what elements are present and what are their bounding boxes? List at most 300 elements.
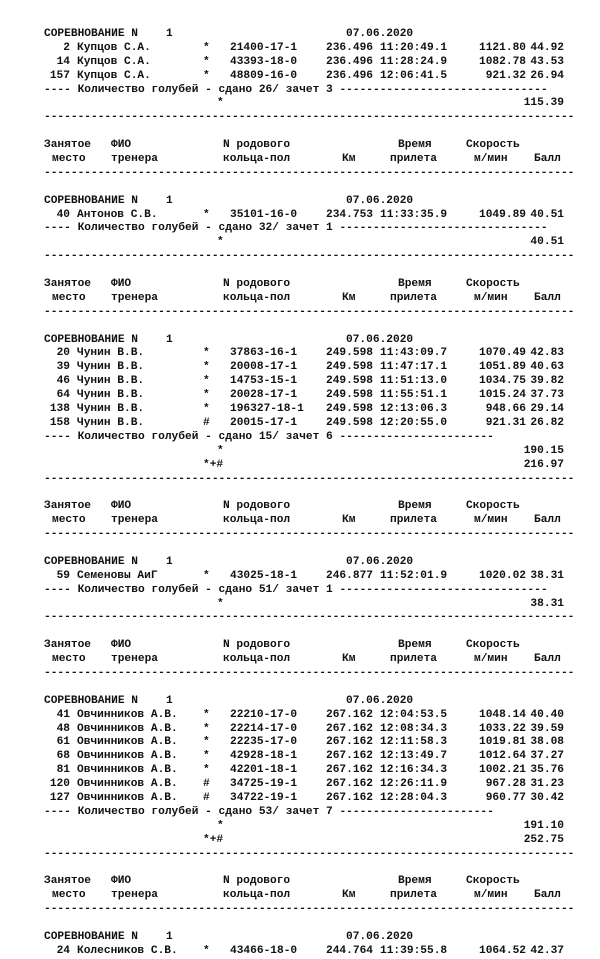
speed: 1049.89	[479, 208, 526, 221]
spacer	[0, 917, 600, 931]
result-row	[0, 750, 600, 764]
total-star-row	[0, 820, 600, 834]
separator-line	[0, 250, 600, 264]
column-header-place: Занятое	[44, 639, 91, 652]
mark: *	[203, 55, 210, 68]
arrival-time: 12:20:55.0	[380, 416, 448, 429]
competition-title-row	[0, 695, 600, 709]
competition-number: 1	[166, 930, 173, 943]
column-header-score: Балл	[534, 514, 561, 527]
speed: 960.77	[485, 791, 526, 804]
mark: *	[203, 69, 210, 82]
star-plus-hash-marker: *+#	[203, 458, 224, 471]
competition-label: СОРЕВНОВАНИЕ N	[44, 28, 138, 40]
competition-title-row	[0, 28, 600, 42]
ring-number: 43025-18-1	[230, 569, 298, 582]
column-header-km: Км	[342, 291, 356, 304]
star-marker: *	[217, 444, 224, 457]
result-row	[0, 709, 600, 723]
result-row	[0, 209, 600, 223]
score: 38.31	[530, 569, 564, 582]
summary-prefix: ---- Количество голубей - сдано	[44, 805, 253, 818]
column-header-ring: N родового	[223, 278, 291, 291]
mark: #	[203, 778, 210, 791]
summary-dashes: -----------------------	[339, 430, 494, 443]
summary-dashes: -------------------------------	[339, 583, 548, 596]
separator-dashes: -------------------------------------------------------------------------------	[44, 847, 575, 860]
trainer-name: Чунин В.В.	[77, 416, 145, 429]
mark: *	[203, 375, 210, 388]
distance-km: 249.598	[326, 375, 373, 388]
column-header-ring: кольца-пол	[223, 889, 291, 902]
ring-number: 20008-17-1	[230, 361, 298, 374]
score: 43.53	[530, 55, 564, 68]
competition-label: СОРЕВНОВАНИЕ N	[44, 333, 138, 346]
distance-km: 267.162	[326, 722, 373, 735]
arrival-time: 11:47:17.1	[380, 361, 448, 374]
distance-km: 236.496	[326, 41, 373, 54]
column-header-time: прилета	[390, 291, 437, 304]
star-plus-hash-marker: *+#	[203, 833, 224, 846]
place: 48	[56, 722, 70, 735]
competition-title-row	[0, 195, 600, 209]
column-header-row-2	[0, 292, 600, 306]
ring-number: 34722-19-1	[230, 791, 298, 804]
result-row	[0, 389, 600, 403]
speed: 1034.75	[479, 375, 526, 388]
column-header-speed: м/мин	[474, 153, 508, 166]
ring-number: 34725-19-1	[230, 778, 298, 791]
column-header-speed: Скорость	[466, 875, 520, 888]
result-row	[0, 945, 600, 959]
result-row	[0, 570, 600, 584]
score: 39.59	[530, 722, 564, 735]
score: 42.37	[530, 944, 564, 957]
ring-number: 20015-17-1	[230, 416, 298, 429]
column-header-ring: кольца-пол	[223, 153, 291, 166]
competition-date: 07.06.2020	[346, 555, 414, 568]
result-row	[0, 736, 600, 750]
total-star: 115.39	[523, 97, 564, 110]
star-marker: *	[217, 97, 224, 110]
speed: 1033.22	[479, 722, 526, 735]
column-header-speed: Скорость	[466, 500, 520, 513]
trainer-name: Семеновы АиГ	[77, 569, 158, 582]
ring-number: 35101-16-0	[230, 208, 298, 221]
competition-label: СОРЕВНОВАНИЕ N	[44, 555, 138, 568]
place: 64	[56, 389, 70, 402]
distance-km: 249.598	[326, 361, 373, 374]
summary-mid: / зачет	[272, 222, 320, 235]
column-header-time: Время	[398, 875, 432, 888]
distance-km: 249.598	[326, 403, 373, 416]
separator-line	[0, 611, 600, 625]
mark: *	[203, 347, 210, 360]
place: 158	[49, 416, 70, 429]
column-header-time: прилета	[390, 514, 437, 527]
score: 37.73	[530, 389, 564, 402]
trainer-name: Антонов С.В.	[77, 208, 158, 221]
distance-km: 236.496	[326, 55, 373, 68]
ring-number: 14753-15-1	[230, 375, 298, 388]
spacer	[0, 320, 600, 334]
result-row	[0, 42, 600, 56]
star-marker: *	[217, 236, 224, 249]
result-row	[0, 778, 600, 792]
separator-line	[0, 903, 600, 917]
column-header-row-1	[0, 639, 600, 653]
column-header-speed: м/мин	[474, 291, 508, 304]
speed: 921.32	[485, 69, 526, 82]
summary-text	[44, 431, 494, 445]
mark: *	[203, 708, 210, 721]
score: 37.27	[530, 750, 564, 763]
distance-km: 236.496	[326, 69, 373, 82]
trainer-name: Чунин В.В.	[77, 375, 145, 388]
column-header-trainer: ФИО	[111, 500, 132, 513]
column-header-time: прилета	[390, 653, 437, 666]
ring-number: 21400-17-1	[230, 41, 298, 54]
summary-text	[44, 806, 494, 820]
ring-number: 196327-18-1	[230, 403, 304, 416]
spacer	[0, 542, 600, 556]
total-star-row	[0, 598, 600, 612]
speed: 1121.80	[479, 41, 526, 54]
spacer	[0, 681, 600, 695]
speed: 1002.21	[479, 764, 526, 777]
total-star: 40.51	[530, 236, 564, 249]
ring-number: 43466-18-0	[230, 944, 298, 957]
submitted-count: 53	[252, 805, 273, 818]
arrival-time: 12:26:11.9	[380, 778, 448, 791]
arrival-time: 11:52:01.9	[380, 569, 448, 582]
result-row	[0, 403, 600, 417]
arrival-time: 11:51:13.0	[380, 375, 448, 388]
separator-dashes: -------------------------------------------------------------------------------	[44, 472, 575, 485]
score: 38.08	[530, 736, 564, 749]
place: 41	[56, 708, 70, 721]
column-header-km: Км	[342, 653, 356, 666]
column-header-place: место	[52, 514, 86, 527]
summary-mid: / зачет	[272, 805, 320, 818]
arrival-time: 11:39:55.8	[380, 944, 448, 957]
credited-count: 7	[319, 805, 340, 818]
column-header-place: место	[52, 153, 86, 166]
spacer	[0, 486, 600, 500]
score: 31.23	[530, 778, 564, 791]
column-header-place: Занятое	[44, 139, 91, 152]
mark: *	[203, 361, 210, 374]
mark: #	[203, 791, 210, 804]
distance-km: 246.877	[326, 569, 373, 582]
speed: 921.31	[485, 416, 526, 429]
speed: 967.28	[485, 778, 526, 791]
separator-dashes: -------------------------------------------------------------------------------	[44, 666, 575, 679]
credited-count: 6	[319, 430, 340, 443]
column-header-place: место	[52, 889, 86, 902]
score: 42.83	[530, 347, 564, 360]
arrival-time: 12:13:49.7	[380, 750, 448, 763]
place: 2	[63, 41, 70, 54]
column-header-ring: кольца-пол	[223, 653, 291, 666]
score: 29.14	[530, 403, 564, 416]
separator-dashes: -------------------------------------------------------------------------------	[44, 305, 575, 318]
summary-text	[44, 84, 548, 98]
spacer	[0, 625, 600, 639]
separator-line	[0, 848, 600, 862]
competition-number: 1	[166, 28, 173, 40]
summary-dashes: -------------------------------	[339, 83, 548, 96]
trainer-name: Овчинников А.В.	[77, 791, 178, 804]
score: 40.40	[530, 708, 564, 721]
competition-date: 07.06.2020	[346, 194, 414, 207]
arrival-time: 12:13:06.3	[380, 403, 448, 416]
score: 30.42	[530, 791, 564, 804]
competition-date: 07.06.2020	[346, 930, 414, 943]
speed: 1048.14	[479, 708, 526, 721]
column-header-ring: N родового	[223, 139, 291, 152]
place: 46	[56, 375, 70, 388]
total-star-row	[0, 445, 600, 459]
summary-mid: / зачет	[272, 583, 320, 596]
column-header-score: Балл	[534, 653, 561, 666]
competition-number: 1	[166, 555, 173, 568]
competition-number: 1	[166, 694, 173, 707]
column-header-score: Балл	[534, 889, 561, 902]
star-marker: *	[217, 597, 224, 610]
trainer-name: Овчинников А.В.	[77, 778, 178, 791]
summary-dashes: -------------------------------	[339, 222, 548, 235]
separator-dashes: -------------------------------------------------------------------------------	[44, 903, 575, 916]
column-header-time: прилета	[390, 889, 437, 902]
column-header-row-2	[0, 889, 600, 903]
place: 40	[56, 208, 70, 221]
arrival-time: 11:55:51.1	[380, 389, 448, 402]
separator-dashes: -------------------------------------------------------------------------------	[44, 528, 575, 541]
column-header-row-2	[0, 514, 600, 528]
arrival-time: 12:06:41.5	[380, 69, 448, 82]
speed: 1019.81	[479, 736, 526, 749]
place: 24	[56, 944, 70, 957]
competition-title-row	[0, 931, 600, 945]
column-header-trainer: ФИО	[111, 875, 132, 888]
distance-km: 267.162	[326, 708, 373, 721]
arrival-time: 12:08:34.3	[380, 722, 448, 735]
column-header-trainer: ФИО	[111, 278, 132, 291]
results-report	[0, 28, 600, 959]
score: 26.82	[530, 416, 564, 429]
column-header-ring: кольца-пол	[223, 291, 291, 304]
place: 39	[56, 361, 70, 374]
total-star-plus: 252.75	[523, 833, 564, 846]
separator-line	[0, 528, 600, 542]
result-row	[0, 70, 600, 84]
trainer-name: Колесников С.В.	[77, 944, 178, 957]
total-star-plus-row	[0, 459, 600, 473]
separator-line	[0, 473, 600, 487]
distance-km: 249.598	[326, 347, 373, 360]
competition-number: 1	[166, 194, 173, 207]
distance-km: 234.753	[326, 208, 373, 221]
column-header-speed: м/мин	[474, 889, 508, 902]
ring-number: 43393-18-0	[230, 55, 298, 68]
summary-row	[0, 222, 600, 236]
place: 138	[49, 403, 70, 416]
column-header-score: Балл	[534, 153, 561, 166]
place: 14	[56, 55, 70, 68]
column-header-place: Занятое	[44, 875, 91, 888]
separator-dashes: -------------------------------------------------------------------------------	[44, 611, 575, 624]
column-header-row-1	[0, 139, 600, 153]
column-header-km: Км	[342, 153, 356, 166]
score: 40.63	[530, 361, 564, 374]
speed: 1020.02	[479, 569, 526, 582]
mark: *	[203, 736, 210, 749]
result-row	[0, 347, 600, 361]
result-row	[0, 792, 600, 806]
summary-prefix: ---- Количество голубей - сдано	[44, 222, 253, 235]
score: 44.92	[530, 41, 564, 54]
result-row	[0, 361, 600, 375]
score: 35.76	[530, 764, 564, 777]
credited-count: 1	[319, 583, 340, 596]
trainer-name: Купцов С.А.	[77, 69, 151, 82]
competition-label: СОРЕВНОВАНИЕ N	[44, 930, 138, 943]
column-header-time: Время	[398, 139, 432, 152]
ring-number: 48809-16-0	[230, 69, 298, 82]
ring-number: 22235-17-0	[230, 736, 298, 749]
mark: *	[203, 208, 210, 221]
column-header-row-1	[0, 500, 600, 514]
mark: *	[203, 944, 210, 957]
competition-title-row	[0, 556, 600, 570]
mark: *	[203, 722, 210, 735]
result-row	[0, 56, 600, 70]
column-header-trainer: тренера	[111, 291, 158, 304]
score: 40.51	[530, 208, 564, 221]
speed: 1015.24	[479, 389, 526, 402]
trainer-name: Овчинников А.В.	[77, 722, 178, 735]
ring-number: 22214-17-0	[230, 722, 298, 735]
summary-dashes: -----------------------	[339, 805, 494, 818]
distance-km: 267.162	[326, 736, 373, 749]
separator-line	[0, 167, 600, 181]
total-star: 38.31	[530, 597, 564, 610]
arrival-time: 12:11:58.3	[380, 736, 448, 749]
column-header-row-2	[0, 153, 600, 167]
column-header-place: место	[52, 291, 86, 304]
total-star: 191.10	[523, 819, 564, 832]
place: 61	[56, 736, 70, 749]
place: 81	[56, 764, 70, 777]
column-header-trainer: ФИО	[111, 639, 132, 652]
spacer	[0, 264, 600, 278]
submitted-count: 15	[252, 430, 273, 443]
column-header-speed: м/мин	[474, 514, 508, 527]
total-star-plus: 216.97	[523, 458, 564, 471]
total-star-plus-row	[0, 834, 600, 848]
column-header-speed: Скорость	[466, 139, 520, 152]
column-header-trainer: тренера	[111, 514, 158, 527]
summary-text	[44, 222, 548, 236]
score: 39.82	[530, 375, 564, 388]
trainer-name: Чунин В.В.	[77, 403, 145, 416]
column-header-speed: Скорость	[466, 278, 520, 291]
distance-km: 267.162	[326, 778, 373, 791]
trainer-name: Овчинников А.В.	[77, 750, 178, 763]
column-header-time: Время	[398, 639, 432, 652]
competition-date: 07.06.2020	[346, 28, 414, 40]
distance-km: 249.598	[326, 389, 373, 402]
total-star-row	[0, 236, 600, 250]
place: 20	[56, 347, 70, 360]
column-header-ring: кольца-пол	[223, 514, 291, 527]
ring-number: 22210-17-0	[230, 708, 298, 721]
speed: 1082.78	[479, 55, 526, 68]
summary-row	[0, 806, 600, 820]
separator-line	[0, 111, 600, 125]
competition-label: СОРЕВНОВАНИЕ N	[44, 694, 138, 707]
ring-number: 37863-16-1	[230, 347, 298, 360]
place: 68	[56, 750, 70, 763]
column-header-row-1	[0, 875, 600, 889]
submitted-count: 32	[252, 222, 273, 235]
result-row	[0, 723, 600, 737]
distance-km: 249.598	[326, 416, 373, 429]
summary-mid: / зачет	[272, 430, 320, 443]
trainer-name: Овчинников А.В.	[77, 708, 178, 721]
arrival-time: 11:28:24.9	[380, 55, 448, 68]
column-header-ring: N родового	[223, 639, 291, 652]
result-row	[0, 375, 600, 389]
column-header-km: Км	[342, 514, 356, 527]
arrival-time: 12:16:34.3	[380, 764, 448, 777]
total-star-row	[0, 97, 600, 111]
star-marker: *	[217, 819, 224, 832]
ring-number: 20028-17-1	[230, 389, 298, 402]
column-header-place: Занятое	[44, 278, 91, 291]
column-header-row-1	[0, 278, 600, 292]
trainer-name: Чунин В.В.	[77, 347, 145, 360]
distance-km: 267.162	[326, 764, 373, 777]
distance-km: 267.162	[326, 791, 373, 804]
column-header-place: Занятое	[44, 500, 91, 513]
speed: 1051.89	[479, 361, 526, 374]
credited-count: 1	[319, 222, 340, 235]
column-header-trainer: ФИО	[111, 139, 132, 152]
column-header-time: Время	[398, 278, 432, 291]
separator-line	[0, 667, 600, 681]
mark: *	[203, 41, 210, 54]
credited-count: 3	[319, 83, 340, 96]
spacer	[0, 181, 600, 195]
arrival-time: 11:33:35.9	[380, 208, 448, 221]
submitted-count: 51	[252, 583, 273, 596]
column-header-speed: Скорость	[466, 639, 520, 652]
column-header-score: Балл	[534, 291, 561, 304]
trainer-name: Овчинников А.В.	[77, 736, 178, 749]
submitted-count: 26	[252, 83, 273, 96]
arrival-time: 11:43:09.7	[380, 347, 448, 360]
column-header-trainer: тренера	[111, 153, 158, 166]
mark: *	[203, 403, 210, 416]
summary-prefix: ---- Количество голубей - сдано	[44, 83, 253, 96]
ring-number: 42928-18-1	[230, 750, 298, 763]
summary-text	[44, 584, 548, 598]
separator-dashes: -------------------------------------------------------------------------------	[44, 166, 575, 179]
mark: *	[203, 764, 210, 777]
summary-row	[0, 431, 600, 445]
